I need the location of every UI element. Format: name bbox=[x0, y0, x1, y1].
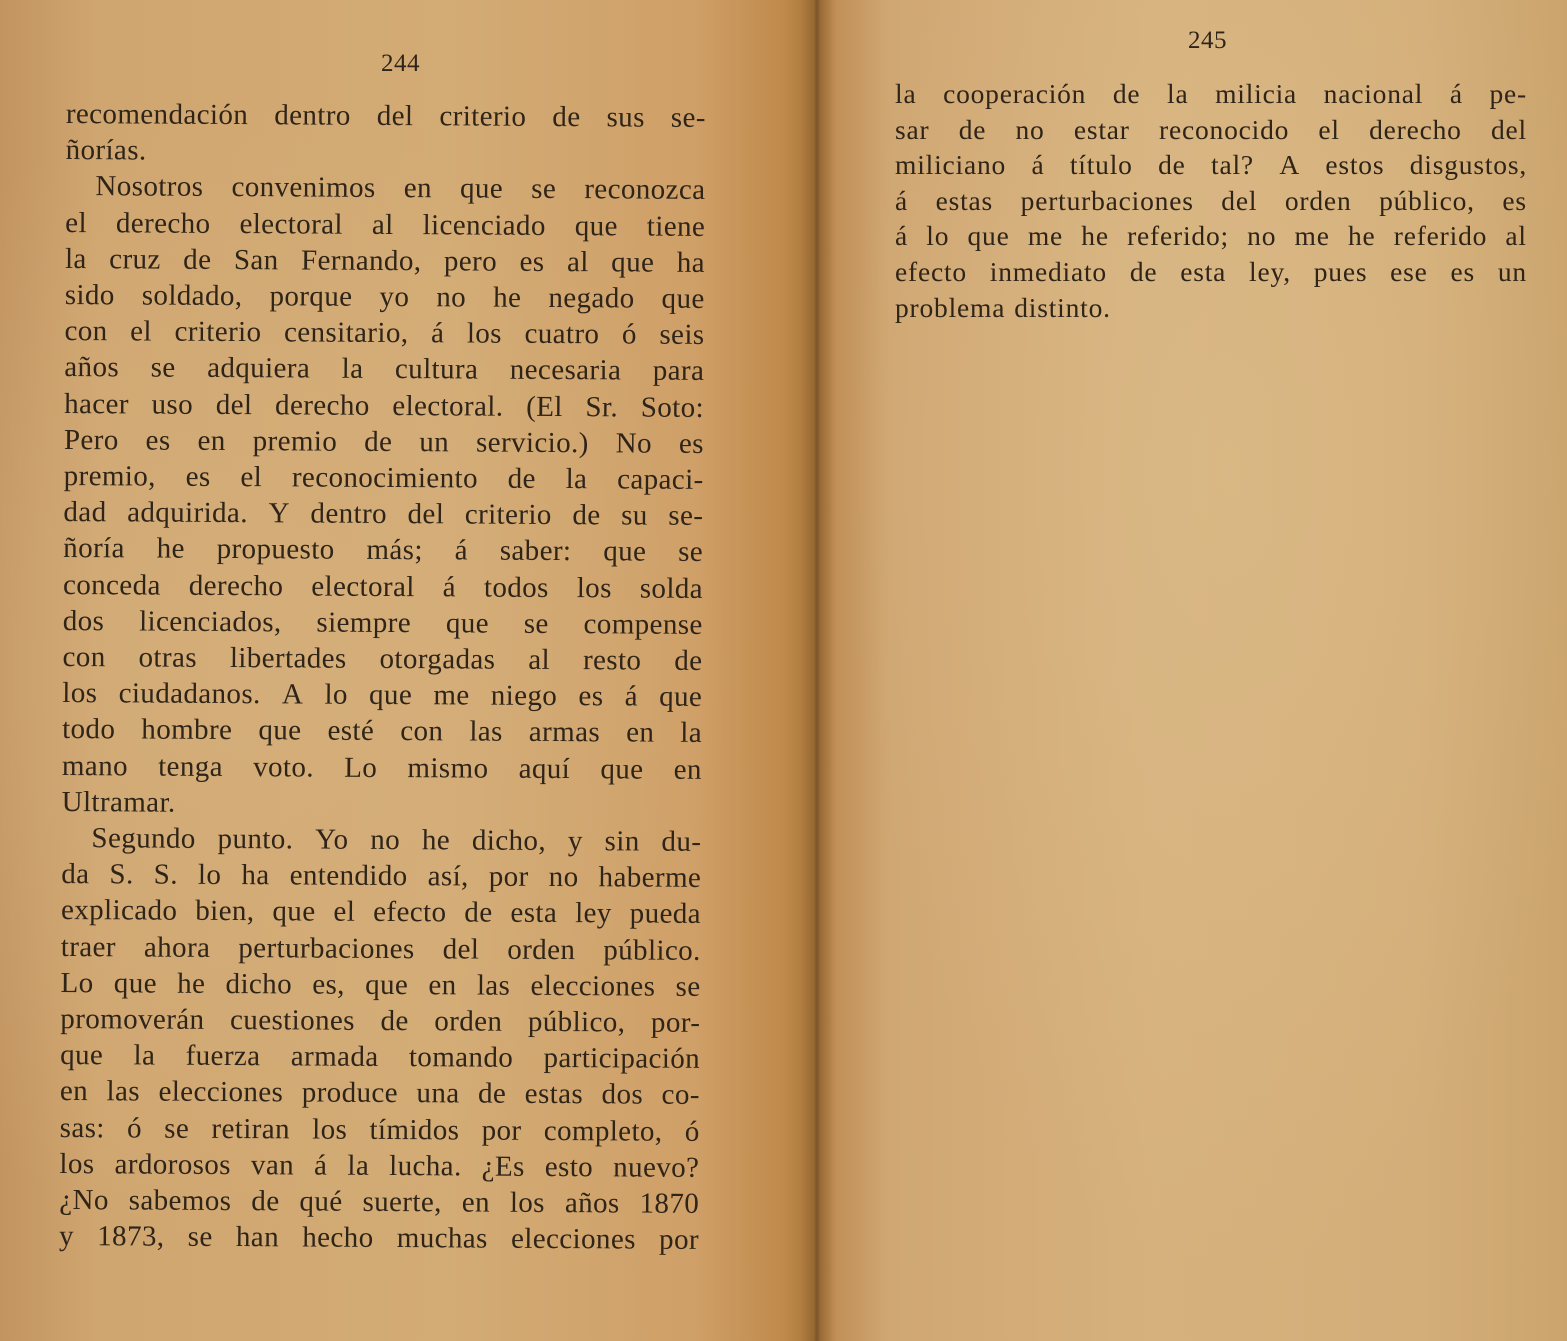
text-line: Nosotros convenimos en que se reconozca bbox=[95, 170, 706, 207]
text-line: da S. S. lo ha entendido así, por no haberme bbox=[61, 858, 702, 895]
text-line: todo hombre que esté con las armas en la bbox=[62, 713, 703, 750]
text-line: ¿No sabemos de qué suerte, en los años 1870 bbox=[59, 1184, 700, 1220]
text-line: recomendación dentro del criterio de sus se- bbox=[65, 97, 706, 134]
text-line: dos licenciados, siempre que se compense bbox=[62, 604, 703, 641]
text-line: mano tenga voto. Lo mismo aquí que en bbox=[61, 749, 702, 786]
text-line: traer ahora perturbaciones del orden público. bbox=[60, 930, 701, 967]
text-line: la cruz de San Fernando, pero es al que ha bbox=[64, 242, 706, 279]
text-line: la cooperación de la milicia nacional á pe- bbox=[895, 78, 1527, 109]
text-line: á estas perturbaciones del orden público, es bbox=[895, 184, 1527, 216]
text-line: con el criterio censitario, á los cuatro ó seis bbox=[64, 315, 705, 352]
text-line: en las elecciones produce una de estas dos co- bbox=[59, 1075, 700, 1112]
left-page-text bbox=[59, 96, 706, 1258]
text-line: años se adquiera la cultura necesaria para bbox=[64, 351, 705, 388]
text-line: premio, es el reconocimiento de la capaci- bbox=[63, 460, 704, 496]
text-line: con otras libertades otorgadas al resto de bbox=[62, 641, 703, 677]
text-line: sar de no estar reconocido el derecho del bbox=[895, 113, 1527, 145]
text-line: dad adquirida. Y dentro del criterio de su se- bbox=[63, 496, 704, 533]
text-line: Ultramar. bbox=[61, 785, 176, 819]
text-line: que la fuerza armada tomando participación bbox=[60, 1039, 701, 1076]
text-line: Segundo punto. Yo no he dicho, y sin du- bbox=[91, 822, 702, 858]
text-line: y 1873, se han hecho muchas elecciones por bbox=[58, 1220, 700, 1257]
text-line: Pero es en premio de un servicio.) No es bbox=[63, 423, 704, 460]
text-line: sido soldado, porque yo no he negado que bbox=[64, 279, 705, 315]
text-line: conceda derecho electoral á todos los solda bbox=[62, 568, 704, 605]
text-line: promoverán cuestiones de orden público, por- bbox=[60, 1003, 701, 1039]
text-line: ñorías. bbox=[65, 134, 147, 167]
text-line: sas: ó se retiran los tímidos por completo, ó bbox=[59, 1111, 700, 1148]
page-number-left: 244 bbox=[381, 50, 420, 77]
text-line: á lo que me he referido; no me he referido al bbox=[895, 220, 1527, 252]
page-number-right: 245 bbox=[1188, 27, 1227, 54]
text-line: hacer uso del derecho electoral. (El Sr. Soto: bbox=[64, 387, 705, 424]
text-line: explicado bien, que el efecto de esta ley pueda bbox=[60, 894, 702, 931]
right-page bbox=[815, 0, 1567, 1341]
text-line: efecto inmediato de esta ley, pues ese es un bbox=[895, 255, 1527, 287]
text-line: Lo que he dicho es, que en las elecciones se bbox=[60, 966, 701, 1003]
text-line: problema distinto. bbox=[895, 291, 1111, 323]
right-page-text bbox=[895, 76, 1527, 325]
text-line: los ciudadanos. A lo que me niego es á que bbox=[62, 677, 703, 714]
text-line: ñoría he propuesto más; á saber: que se bbox=[63, 532, 704, 569]
text-line: los ardorosos van á la lucha. ¿Es esto nuevo? bbox=[59, 1147, 700, 1184]
text-line: miliciano á título de tal? A estos disgustos, bbox=[895, 149, 1527, 181]
text-line: el derecho electoral al licenciado que tiene bbox=[65, 206, 706, 243]
